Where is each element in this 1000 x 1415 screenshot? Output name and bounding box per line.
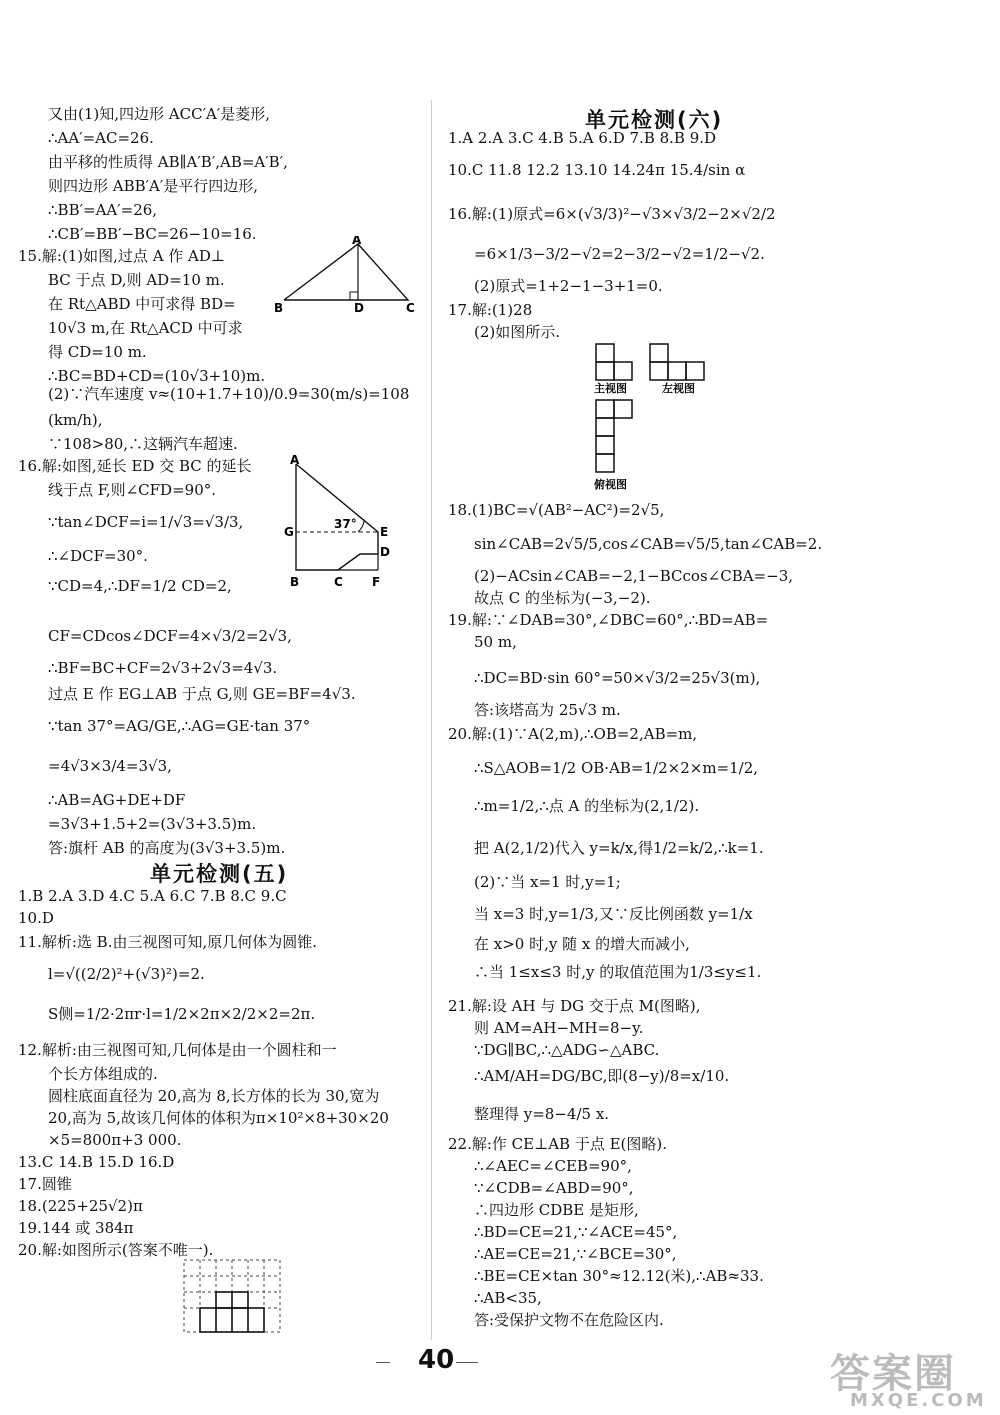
text-line: 50 m, bbox=[474, 633, 517, 651]
text-line: 10.C 11.8 12.2 13.10 14.24π 15.4/sin α bbox=[448, 161, 746, 179]
text-line: (2)−ACsin∠CAB=−2,1−BCcos∠CBA=−3, bbox=[474, 567, 793, 585]
text-line: 18.(225+25√2)π bbox=[18, 1197, 143, 1215]
text-line: 则四边形 ABB′A′是平行四边形, bbox=[48, 177, 259, 195]
label-F: F bbox=[372, 575, 381, 589]
text-line: l=√((2/2)²+(√3)²)=2. bbox=[48, 965, 205, 983]
watermark-logo: 答案圈 bbox=[830, 1351, 956, 1397]
text-line: 过点 E 作 EG⊥AB 于点 G,则 GE=BF=4√3. bbox=[48, 685, 356, 703]
text-line: ∴AB=AG+DE+DF bbox=[48, 791, 186, 809]
text-line: =6×1/3−3/2−√2=2−3/2−√2=1/2−√2. bbox=[474, 245, 765, 263]
text-line: 21.解:设 AH 与 DG 交于点 M(图略), bbox=[448, 997, 701, 1015]
text-line: ∴AM/AH=DG/BC,即(8−y)/8=x/10. bbox=[474, 1067, 730, 1085]
label-B: B bbox=[290, 575, 300, 589]
text-line: S侧=1/2·2πr·l=1/2×2π×2/2×2=2π. bbox=[48, 1005, 316, 1023]
grid-figure-20 bbox=[180, 1256, 290, 1336]
text-line: ∴AE=CE=21,∵∠BCE=30°, bbox=[474, 1245, 677, 1263]
text-line: 圆柱底面直径为 20,高为 8,长方体的长为 30,宽为 bbox=[48, 1087, 380, 1105]
page-number: 40 bbox=[418, 1345, 455, 1375]
text-line: 20.解:如图所示(答案不唯一). bbox=[18, 1241, 214, 1259]
label-E: E bbox=[380, 525, 389, 539]
text-line: (km/h), bbox=[48, 411, 103, 429]
text-line: ∴当 1≤x≤3 时,y 的取值范围为1/3≤y≤1. bbox=[474, 963, 762, 981]
watermark-url: MXQE.COM bbox=[850, 1390, 987, 1411]
text-line: 把 A(2,1/2)代入 y=k/x,得1/2=k/2,∴k=1. bbox=[474, 839, 764, 857]
section-title-6: 单元检测(六) bbox=[585, 108, 724, 132]
column-divider bbox=[431, 100, 432, 1340]
text-line: ∴BB′=AA′=26, bbox=[48, 201, 158, 219]
label-D: D bbox=[354, 301, 364, 315]
text-line: 19.解:∵∠DAB=30°,∠DBC=60°,∴BD=AB= bbox=[448, 611, 769, 629]
text-line: ∵∠CDB=∠ABD=90°, bbox=[474, 1179, 634, 1197]
text-line: =4√3×3/4=3√3, bbox=[48, 757, 172, 775]
text-line: (2)原式=1+2−1−3+1=0. bbox=[474, 277, 663, 295]
text-line: 17.圆锥 bbox=[18, 1175, 72, 1193]
text-line: 整理得 y=8−4/5 x. bbox=[474, 1105, 610, 1123]
text-line: 答:受保护文物不在危险区内. bbox=[474, 1311, 664, 1329]
text-line: BC 于点 D,则 AD=10 m. bbox=[48, 271, 225, 289]
page-dash-left bbox=[376, 1362, 390, 1363]
text-line: 则 AM=AH−MH=8−y. bbox=[474, 1019, 644, 1037]
text-line: 又由(1)知,四边形 ACC′A′是菱形, bbox=[48, 105, 270, 123]
text-line: 20,高为 5,故该几何体的体积为π×10²×8+30×20 bbox=[48, 1109, 389, 1127]
label-D: D bbox=[380, 545, 390, 559]
text-line: ∴m=1/2,∴点 A 的坐标为(2,1/2). bbox=[474, 797, 700, 815]
text-line: CF=CDcos∠DCF=4×√3/2=2√3, bbox=[48, 627, 292, 645]
text-line: 19.144 或 384π bbox=[18, 1219, 134, 1237]
text-line: ∵DG∥BC,∴△ADG∽△ABC. bbox=[474, 1041, 660, 1059]
text-line: 12.解析:由三视图可知,几何体是由一个圆柱和一 bbox=[18, 1041, 337, 1059]
label-B: B bbox=[274, 301, 284, 315]
text-line: 由平移的性质得 AB∥A′B′,AB=A′B′, bbox=[48, 153, 288, 171]
text-line: 1.A 2.A 3.C 4.B 5.A 6.D 7.B 8.B 9.D bbox=[448, 129, 717, 147]
label-angle: 37° bbox=[334, 517, 357, 531]
text-line: 18.(1)BC=√(AB²−AC²)=2√5, bbox=[448, 501, 665, 519]
label-A: A bbox=[352, 236, 362, 247]
text-line: ∴CB′=BB′−BC=26−10=16. bbox=[48, 225, 257, 243]
label-top-view: 俯视图 bbox=[594, 478, 627, 491]
text-line: ∴AB<35, bbox=[474, 1289, 542, 1307]
label-left-view: 左视图 bbox=[662, 382, 695, 395]
text-line: 得 CD=10 m. bbox=[48, 343, 147, 361]
text-line: 16.解:如图,延长 ED 交 BC 的延长 bbox=[18, 457, 252, 475]
text-line: 17.解:(1)28 bbox=[448, 301, 533, 319]
text-line: (2)如图所示. bbox=[474, 323, 561, 341]
text-line: 答:旗杆 AB 的高度为(3√3+3.5)m. bbox=[48, 839, 286, 857]
label-main-view: 主视图 bbox=[594, 382, 627, 395]
text-line: (2)∵汽车速度 v≈(10+1.7+10)/0.9=30(m/s)=108 bbox=[48, 385, 410, 403]
text-line: 答:该塔高为 25√3 m. bbox=[474, 701, 621, 719]
page-dash-right bbox=[456, 1362, 478, 1363]
text-line: ∴BE=CE×tan 30°≈12.12(米),∴AB≈33. bbox=[474, 1267, 764, 1285]
flagpole-figure-16 bbox=[282, 452, 422, 592]
text-line: ×5=800π+3 000. bbox=[48, 1131, 182, 1149]
text-line: sin∠CAB=2√5/5,cos∠CAB=√5/5,tan∠CAB=2. bbox=[474, 535, 823, 553]
label-A: A bbox=[290, 453, 300, 467]
triangle-figure-15 bbox=[270, 236, 420, 316]
text-line: ∵tan∠DCF=i=1/√3=√3/3, bbox=[48, 513, 244, 531]
label-G: G bbox=[284, 525, 294, 539]
text-line: 20.解:(1)∵A(2,m),∴OB=2,AB=m, bbox=[448, 725, 698, 743]
text-line: 15.解:(1)如图,过点 A 作 AD⊥ bbox=[18, 247, 226, 265]
text-line: 故点 C 的坐标为(−3,−2). bbox=[474, 589, 651, 607]
text-line: 1.B 2.A 3.D 4.C 5.A 6.C 7.B 8.C 9.C bbox=[18, 887, 287, 905]
text-line: ∵108>80,∴这辆汽车超速. bbox=[48, 435, 238, 453]
text-line: 16.解:(1)原式=6×(√3/3)²−√3×√3/2−2×√2/2 bbox=[448, 205, 776, 223]
text-line: 在 x>0 时,y 随 x 的增大而减小, bbox=[474, 935, 690, 953]
text-line: ∴BD=CE=21,∵∠ACE=45°, bbox=[474, 1223, 678, 1241]
text-line: (2)∵当 x=1 时,y=1; bbox=[474, 873, 621, 891]
text-line: ∴AA′=AC=26. bbox=[48, 129, 154, 147]
text-line: 10√3 m,在 Rt△ACD 中可求 bbox=[48, 319, 243, 337]
text-line: ∴BC=BD+CD=(10√3+10)m. bbox=[48, 367, 266, 385]
text-line: ∴四边形 CDBE 是矩形, bbox=[474, 1201, 639, 1219]
label-C: C bbox=[406, 301, 415, 315]
text-line: 当 x=3 时,y=1/3,又∵反比例函数 y=1/x bbox=[474, 905, 753, 923]
text-line: ∵CD=4,∴DF=1/2 CD=2, bbox=[48, 577, 232, 595]
text-line: =3√3+1.5+2=(3√3+3.5)m. bbox=[48, 815, 257, 833]
label-C: C bbox=[334, 575, 343, 589]
text-line: 10.D bbox=[18, 909, 54, 927]
section-title-5: 单元检测(五) bbox=[150, 862, 289, 886]
text-line: ∴BF=BC+CF=2√3+2√3=4√3. bbox=[48, 659, 278, 677]
text-line: ∴DC=BD·sin 60°=50×√3/2=25√3(m), bbox=[474, 669, 761, 687]
three-views-figure bbox=[588, 342, 718, 492]
text-line: ∵tan 37°=AG/GE,∴AG=GE·tan 37° bbox=[48, 717, 311, 735]
text-line: 13.C 14.B 15.D 16.D bbox=[18, 1153, 175, 1171]
text-line: 线于点 F,则∠CFD=90°. bbox=[48, 481, 217, 499]
text-line: 22.解:作 CE⊥AB 于点 E(图略). bbox=[448, 1135, 668, 1153]
text-line: 11.解析:选 B.由三视图可知,原几何体为圆锥. bbox=[18, 933, 318, 951]
text-line: 个长方体组成的. bbox=[48, 1065, 158, 1083]
text-line: ∴∠DCF=30°. bbox=[48, 547, 148, 565]
text-line: ∴∠AEC=∠CEB=90°, bbox=[474, 1157, 632, 1175]
text-line: 在 Rt△ABD 中可求得 BD= bbox=[48, 295, 236, 313]
text-line: ∴S△AOB=1/2 OB·AB=1/2×2×m=1/2, bbox=[474, 759, 759, 777]
